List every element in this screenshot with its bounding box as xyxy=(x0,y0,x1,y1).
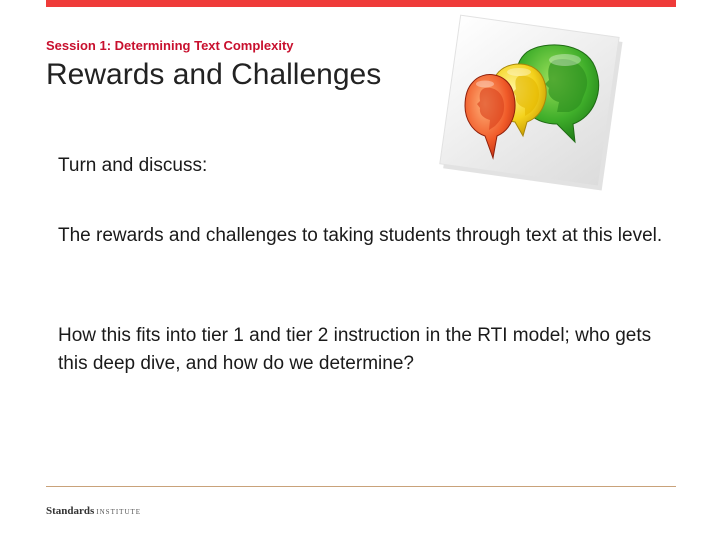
paragraph-rewards-challenges: The rewards and challenges to taking students through text at this level. xyxy=(58,225,663,246)
logo-main-text: Standards xyxy=(46,505,95,517)
logo-sub-text: INSTITUTE xyxy=(96,508,142,516)
session-label: Session 1: Determining Text Complexity xyxy=(46,38,294,53)
top-accent-bar xyxy=(46,0,676,7)
paragraph-turn-and-discuss: Turn and discuss: xyxy=(58,155,208,176)
footer-divider xyxy=(46,486,676,487)
standards-institute-logo xyxy=(46,503,141,519)
paragraph-rti-model: How this fits into tier 1 and tier 2 instruction in the RTI model; who gets this deep dive, and how do we determine? xyxy=(58,325,652,374)
slide-title: Rewards and Challenges xyxy=(46,58,382,91)
